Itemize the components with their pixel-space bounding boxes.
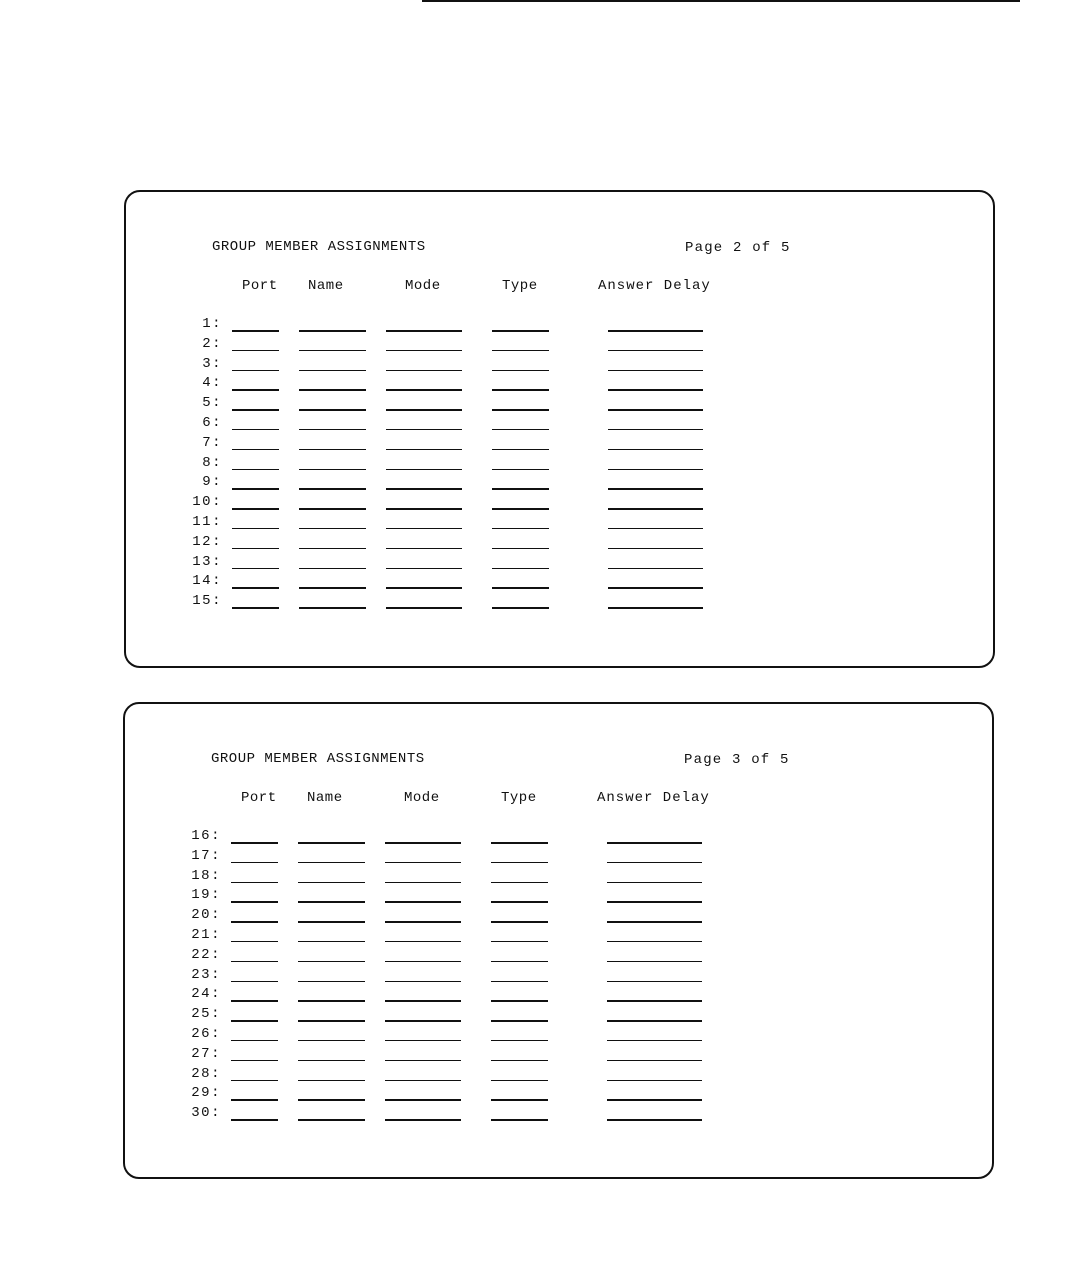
group-member-screen-page-3 — [123, 702, 994, 1179]
answer-delay-field[interactable] — [608, 587, 703, 589]
name-field[interactable] — [298, 842, 365, 844]
name-field[interactable] — [298, 941, 365, 943]
mode-field[interactable] — [385, 1000, 461, 1002]
port-field[interactable] — [232, 469, 279, 471]
name-field[interactable] — [298, 1000, 365, 1002]
table-row — [126, 316, 993, 336]
answer-delay-field[interactable] — [608, 330, 703, 332]
mode-field[interactable] — [385, 1020, 461, 1022]
screen-title: GROUP MEMBER ASSIGNMENTS — [212, 239, 426, 255]
name-field[interactable] — [299, 508, 366, 510]
table-row — [126, 435, 993, 455]
type-field[interactable] — [491, 1040, 548, 1042]
table-row — [125, 1046, 992, 1066]
name-field[interactable] — [299, 548, 366, 550]
column-header-type: Type — [501, 790, 537, 806]
type-field[interactable] — [491, 1060, 548, 1062]
type-field[interactable] — [492, 508, 549, 510]
port-field[interactable] — [231, 1000, 278, 1002]
type-field[interactable] — [492, 429, 549, 431]
mode-field[interactable] — [385, 901, 461, 903]
answer-delay-field[interactable] — [607, 1060, 702, 1062]
type-field[interactable] — [491, 862, 548, 864]
name-field[interactable] — [299, 449, 366, 451]
row-number: 15: — [192, 593, 222, 610]
table-row — [125, 1085, 992, 1105]
table-row — [125, 1066, 992, 1086]
table-row — [125, 848, 992, 868]
port-field[interactable] — [232, 548, 279, 550]
port-field[interactable] — [231, 921, 278, 923]
answer-delay-field[interactable] — [608, 370, 703, 372]
row-number: 27: — [191, 1045, 221, 1062]
type-field[interactable] — [491, 1099, 548, 1101]
port-field[interactable] — [231, 842, 278, 844]
type-field[interactable] — [492, 350, 549, 352]
row-number: 30: — [191, 1105, 221, 1122]
type-field[interactable] — [492, 528, 549, 530]
port-field[interactable] — [232, 350, 279, 352]
name-field[interactable] — [298, 921, 365, 923]
row-number: 14: — [192, 573, 222, 590]
table-row — [126, 455, 993, 475]
table-row — [125, 1026, 992, 1046]
answer-delay-field[interactable] — [607, 882, 702, 884]
answer-delay-field[interactable] — [607, 842, 702, 844]
row-number: 28: — [191, 1065, 221, 1082]
mode-field[interactable] — [386, 488, 462, 490]
port-field[interactable] — [232, 429, 279, 431]
table-row — [126, 474, 993, 494]
port-field[interactable] — [232, 389, 279, 391]
type-field[interactable] — [491, 842, 548, 844]
name-field[interactable] — [298, 862, 365, 864]
row-number: 23: — [191, 966, 221, 983]
answer-delay-field[interactable] — [607, 1040, 702, 1042]
screen-title: GROUP MEMBER ASSIGNMENTS — [211, 751, 425, 767]
row-number: 18: — [191, 867, 221, 884]
answer-delay-field[interactable] — [608, 528, 703, 530]
name-field[interactable] — [298, 1060, 365, 1062]
answer-delay-field[interactable] — [608, 350, 703, 352]
mode-field[interactable] — [385, 961, 461, 963]
answer-delay-field[interactable] — [607, 1119, 702, 1121]
name-field[interactable] — [298, 1099, 365, 1101]
name-field[interactable] — [299, 389, 366, 391]
type-field[interactable] — [491, 1000, 548, 1002]
table-row — [126, 494, 993, 514]
type-field[interactable] — [492, 607, 549, 609]
answer-delay-field[interactable] — [607, 1099, 702, 1101]
mode-field[interactable] — [386, 568, 462, 570]
row-number: 19: — [191, 887, 221, 904]
table-row — [125, 1105, 992, 1125]
table-row — [126, 356, 993, 376]
mode-field[interactable] — [385, 862, 461, 864]
type-field[interactable] — [491, 1080, 548, 1082]
name-field[interactable] — [299, 528, 366, 530]
port-field[interactable] — [231, 961, 278, 963]
port-field[interactable] — [231, 1119, 278, 1121]
name-field[interactable] — [299, 587, 366, 589]
port-field[interactable] — [231, 1020, 278, 1022]
type-field[interactable] — [491, 921, 548, 923]
mode-field[interactable] — [385, 981, 461, 983]
row-number: 25: — [191, 1006, 221, 1023]
port-field[interactable] — [231, 1080, 278, 1082]
mode-field[interactable] — [386, 469, 462, 471]
name-field[interactable] — [299, 568, 366, 570]
mode-field[interactable] — [385, 842, 461, 844]
assignment-rows — [125, 828, 992, 1125]
type-field[interactable] — [492, 587, 549, 589]
type-field[interactable] — [491, 961, 548, 963]
answer-delay-field[interactable] — [608, 607, 703, 609]
port-field[interactable] — [232, 330, 279, 332]
mode-field[interactable] — [386, 548, 462, 550]
type-field[interactable] — [491, 901, 548, 903]
row-number: 6: — [202, 414, 222, 431]
answer-delay-field[interactable] — [608, 488, 703, 490]
row-number: 21: — [191, 926, 221, 943]
mode-field[interactable] — [386, 389, 462, 391]
answer-delay-field[interactable] — [608, 548, 703, 550]
group-member-screen-page-2 — [124, 190, 995, 668]
mode-field[interactable] — [385, 1119, 461, 1121]
top-rule — [422, 0, 1020, 2]
table-row — [125, 967, 992, 987]
mode-field[interactable] — [386, 429, 462, 431]
mode-field[interactable] — [386, 350, 462, 352]
row-number: 26: — [191, 1025, 221, 1042]
row-number: 3: — [202, 355, 222, 372]
answer-delay-field[interactable] — [607, 901, 702, 903]
type-field[interactable] — [491, 981, 548, 983]
table-row — [126, 573, 993, 593]
port-field[interactable] — [231, 901, 278, 903]
name-field[interactable] — [298, 981, 365, 983]
row-number: 11: — [192, 513, 222, 530]
answer-delay-field[interactable] — [608, 508, 703, 510]
answer-delay-field[interactable] — [607, 1000, 702, 1002]
answer-delay-field[interactable] — [608, 409, 703, 411]
row-number: 20: — [191, 907, 221, 924]
name-field[interactable] — [299, 429, 366, 431]
column-header-mode: Mode — [405, 278, 441, 294]
answer-delay-field[interactable] — [607, 862, 702, 864]
row-number: 12: — [192, 533, 222, 550]
column-header-port: Port — [242, 278, 278, 294]
answer-delay-field[interactable] — [607, 1080, 702, 1082]
type-field[interactable] — [492, 568, 549, 570]
mode-field[interactable] — [385, 1099, 461, 1101]
column-header-type: Type — [502, 278, 538, 294]
assignment-rows — [126, 316, 993, 613]
type-field[interactable] — [492, 469, 549, 471]
table-row — [126, 415, 993, 435]
mode-field[interactable] — [386, 409, 462, 411]
table-row — [125, 868, 992, 888]
type-field[interactable] — [492, 488, 549, 490]
table-row — [126, 336, 993, 356]
type-field[interactable] — [491, 1020, 548, 1022]
name-field[interactable] — [299, 607, 366, 609]
mode-field[interactable] — [385, 1040, 461, 1042]
column-header-name: Name — [307, 790, 343, 806]
port-field[interactable] — [231, 1040, 278, 1042]
port-field[interactable] — [232, 409, 279, 411]
name-field[interactable] — [298, 1040, 365, 1042]
column-header-mode: Mode — [404, 790, 440, 806]
table-row — [126, 395, 993, 415]
port-field[interactable] — [231, 941, 278, 943]
port-field[interactable] — [232, 528, 279, 530]
table-row — [126, 554, 993, 574]
port-field[interactable] — [231, 862, 278, 864]
row-number: 22: — [191, 946, 221, 963]
mode-field[interactable] — [386, 607, 462, 609]
table-row — [125, 1006, 992, 1026]
row-number: 17: — [191, 847, 221, 864]
mode-field[interactable] — [385, 1060, 461, 1062]
table-row — [126, 514, 993, 534]
mode-field[interactable] — [385, 882, 461, 884]
answer-delay-field[interactable] — [607, 981, 702, 983]
column-header-answer-delay: Answer Delay — [598, 278, 711, 294]
row-number: 1: — [202, 316, 222, 332]
row-number: 16: — [191, 828, 221, 844]
answer-delay-field[interactable] — [607, 921, 702, 923]
type-field[interactable] — [491, 941, 548, 943]
table-row — [125, 887, 992, 907]
name-field[interactable] — [299, 330, 366, 332]
row-number: 29: — [191, 1085, 221, 1102]
mode-field[interactable] — [386, 449, 462, 451]
type-field[interactable] — [492, 370, 549, 372]
table-row — [125, 907, 992, 927]
table-row — [126, 534, 993, 554]
name-field[interactable] — [299, 488, 366, 490]
type-field[interactable] — [492, 330, 549, 332]
answer-delay-field[interactable] — [607, 961, 702, 963]
port-field[interactable] — [232, 587, 279, 589]
row-number: 7: — [202, 434, 222, 451]
type-field[interactable] — [492, 449, 549, 451]
mode-field[interactable] — [386, 587, 462, 589]
name-field[interactable] — [299, 350, 366, 352]
name-field[interactable] — [298, 1020, 365, 1022]
row-number: 5: — [202, 395, 222, 412]
type-field[interactable] — [492, 389, 549, 391]
port-field[interactable] — [232, 488, 279, 490]
port-field[interactable] — [232, 607, 279, 609]
port-field[interactable] — [231, 882, 278, 884]
type-field[interactable] — [492, 548, 549, 550]
table-row — [125, 947, 992, 967]
table-row — [126, 593, 993, 613]
column-header-answer-delay: Answer Delay — [597, 790, 710, 806]
port-field[interactable] — [231, 1060, 278, 1062]
answer-delay-field[interactable] — [607, 1020, 702, 1022]
mode-field[interactable] — [386, 508, 462, 510]
name-field[interactable] — [299, 469, 366, 471]
name-field[interactable] — [299, 409, 366, 411]
mode-field[interactable] — [385, 921, 461, 923]
table-row — [125, 927, 992, 947]
row-number: 8: — [202, 454, 222, 471]
page-indicator: Page 3 of 5 — [684, 752, 790, 768]
table-row — [125, 986, 992, 1006]
mode-field[interactable] — [386, 528, 462, 530]
port-field[interactable] — [231, 981, 278, 983]
name-field[interactable] — [298, 1080, 365, 1082]
name-field[interactable] — [298, 882, 365, 884]
port-field[interactable] — [232, 449, 279, 451]
port-field[interactable] — [232, 568, 279, 570]
answer-delay-field[interactable] — [608, 429, 703, 431]
name-field[interactable] — [298, 1119, 365, 1121]
row-number: 24: — [191, 986, 221, 1003]
type-field[interactable] — [491, 1119, 548, 1121]
mode-field[interactable] — [385, 941, 461, 943]
name-field[interactable] — [298, 961, 365, 963]
row-number: 10: — [192, 494, 222, 511]
mode-field[interactable] — [386, 330, 462, 332]
row-number: 4: — [202, 375, 222, 392]
table-row — [125, 828, 992, 848]
row-number: 9: — [202, 474, 222, 491]
page-indicator: Page 2 of 5 — [685, 240, 791, 256]
mode-field[interactable] — [385, 1080, 461, 1082]
table-row — [126, 375, 993, 395]
port-field[interactable] — [232, 370, 279, 372]
row-number: 13: — [192, 553, 222, 570]
name-field[interactable] — [299, 370, 366, 372]
column-header-name: Name — [308, 278, 344, 294]
answer-delay-field[interactable] — [608, 568, 703, 570]
answer-delay-field[interactable] — [608, 389, 703, 391]
port-field[interactable] — [231, 1099, 278, 1101]
type-field[interactable] — [492, 409, 549, 411]
name-field[interactable] — [298, 901, 365, 903]
answer-delay-field[interactable] — [608, 469, 703, 471]
mode-field[interactable] — [386, 370, 462, 372]
type-field[interactable] — [491, 882, 548, 884]
answer-delay-field[interactable] — [607, 941, 702, 943]
answer-delay-field[interactable] — [608, 449, 703, 451]
column-header-port: Port — [241, 790, 277, 806]
port-field[interactable] — [232, 508, 279, 510]
row-number: 2: — [202, 335, 222, 352]
